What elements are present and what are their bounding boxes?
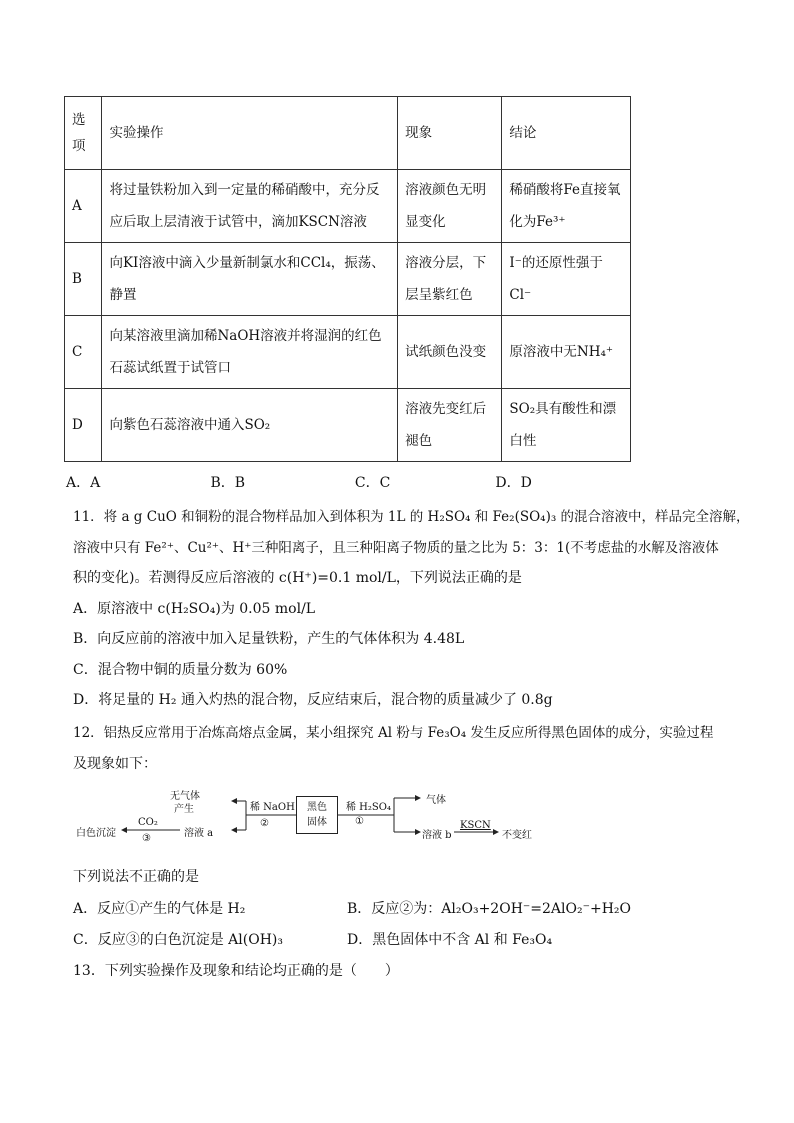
row-option: A — [65, 170, 102, 243]
row-operation: 向紫色石蕊溶液中通入SO₂ — [102, 389, 398, 462]
q11-option-a[interactable]: A．原溶液中 c(H₂SO₄)为 0.05 mol/L — [73, 601, 316, 617]
table-header-row — [65, 97, 631, 170]
q12-stem-line2: 及现象如下： — [73, 756, 157, 772]
q12-option-c[interactable]: C．反应③的白色沉淀是 Al(OH)₃ — [73, 932, 283, 948]
q12-option-d[interactable]: D．黑色固体中不含 Al 和 Fe₃O₄ — [347, 932, 553, 948]
q11-stem-line1: 11．将 a g CuO 和铜粉的混合物样品加入到体积为 1L 的 H₂SO₄ 和 Fe₂(SO₄)₃ 的混合溶液中，样品完全溶解， — [73, 509, 750, 525]
choice-c[interactable]: C．C — [354, 475, 391, 491]
header-phenomenon: 现象 — [398, 97, 502, 170]
row-option: C — [65, 316, 102, 389]
row-conclusion: SO₂具有酸性和漂白性 — [502, 389, 631, 462]
label-solution-b: 溶液 b — [422, 830, 452, 841]
q11-stem-line2: 溶液中只有 Fe²⁺、Cu²⁺、H⁺三种阳离子，且三种阳离子物质的量之比为 5：3：1(不考虑盐的水解及溶液体 — [73, 540, 719, 556]
label-kscn: KSCN — [460, 820, 491, 831]
q12-option-a[interactable]: A．反应①产生的气体是 H₂ — [73, 901, 246, 917]
row-conclusion: 原溶液中无NH₄⁺ — [502, 316, 631, 389]
black-solid-box — [296, 796, 338, 834]
experiment-table — [64, 96, 631, 462]
row-phenomenon: 试纸颜色没变 — [398, 316, 502, 389]
label-black-2: 固体 — [307, 817, 327, 828]
header-conclusion: 结论 — [502, 97, 631, 170]
table-row — [65, 316, 631, 389]
label-h2so4: 稀 H₂SO₄ — [346, 802, 391, 813]
q11-option-d[interactable]: D．将足量的 H₂ 通入灼热的混合物，反应结束后，混合物的质量减少了 0.8g — [73, 692, 553, 708]
row-operation: 向某溶液里滴加稀NaOH溶液并将湿润的红色石蕊试纸置于试管口 — [102, 316, 398, 389]
q12-option-b[interactable]: B．反应②为：Al₂O₃+2OH⁻=2AlO₂⁻+H₂O — [347, 901, 632, 917]
flow-diagram — [70, 786, 550, 846]
row-phenomenon: 溶液先变红后褪色 — [398, 389, 502, 462]
label-co2: CO₂ — [138, 817, 158, 828]
q11-stem-line3: 积的变化)。若测得反应后溶液的 c(H⁺)=0.1 mol/L，下列说法正确的是 — [73, 570, 522, 586]
row-option: B — [65, 243, 102, 316]
label-step3: ③ — [142, 833, 151, 844]
label-no-gas-1: 无气体 — [170, 791, 200, 802]
q10-choices — [66, 472, 532, 492]
choice-b[interactable]: B．B — [210, 475, 246, 491]
label-naoh: 稀 NaOH — [250, 802, 295, 813]
label-no-red: 不变红 — [502, 830, 532, 841]
table-row — [65, 170, 631, 243]
table-row — [65, 243, 631, 316]
choice-a[interactable]: A．A — [66, 475, 101, 491]
q12-prompt: 下列说法不正确的是 — [73, 869, 199, 885]
q11-option-c[interactable]: C．混合物中铜的质量分数为 60% — [73, 662, 288, 678]
label-no-gas-2: 产生 — [174, 804, 194, 815]
label-white-ppt: 白色沉淀 — [76, 828, 116, 839]
row-conclusion: 稀硝酸将Fe直接氧化为Fe³⁺ — [502, 170, 631, 243]
label-black-1: 黑色 — [307, 802, 327, 813]
header-operation: 实验操作 — [102, 97, 398, 170]
header-option: 选项 — [65, 97, 102, 170]
row-phenomenon: 溶液分层，下层呈紫红色 — [398, 243, 502, 316]
row-option: D — [65, 389, 102, 462]
row-conclusion: I⁻的还原性强于Cl⁻ — [502, 243, 631, 316]
row-operation: 向KI溶液中滴入少量新制氯水和CCl₄，振荡、静置 — [102, 243, 398, 316]
choice-d[interactable]: D．D — [495, 475, 532, 491]
row-operation: 将过量铁粉加入到一定量的稀硝酸中，充分反应后取上层清液于试管中，滴加KSCN溶液 — [102, 170, 398, 243]
q11-option-b[interactable]: B．向反应前的溶液中加入足量铁粉，产生的气体体积为 4.48L — [73, 631, 465, 647]
label-step1: ① — [355, 816, 364, 827]
q12-stem-line1: 12．铝热反应常用于冶炼高熔点金属，某小组探究 Al 粉与 Fe₃O₄ 发生反应所得黑色固体的成分，实验过程 — [73, 725, 714, 741]
label-gas: 气体 — [426, 795, 446, 806]
label-step2: ② — [260, 818, 269, 829]
table-row — [65, 389, 631, 462]
label-solution-a: 溶液 a — [184, 828, 214, 839]
q13-stem: 13．下列实验操作及现象和结论均正确的是（ ） — [73, 963, 399, 979]
row-phenomenon: 溶液颜色无明显变化 — [398, 170, 502, 243]
